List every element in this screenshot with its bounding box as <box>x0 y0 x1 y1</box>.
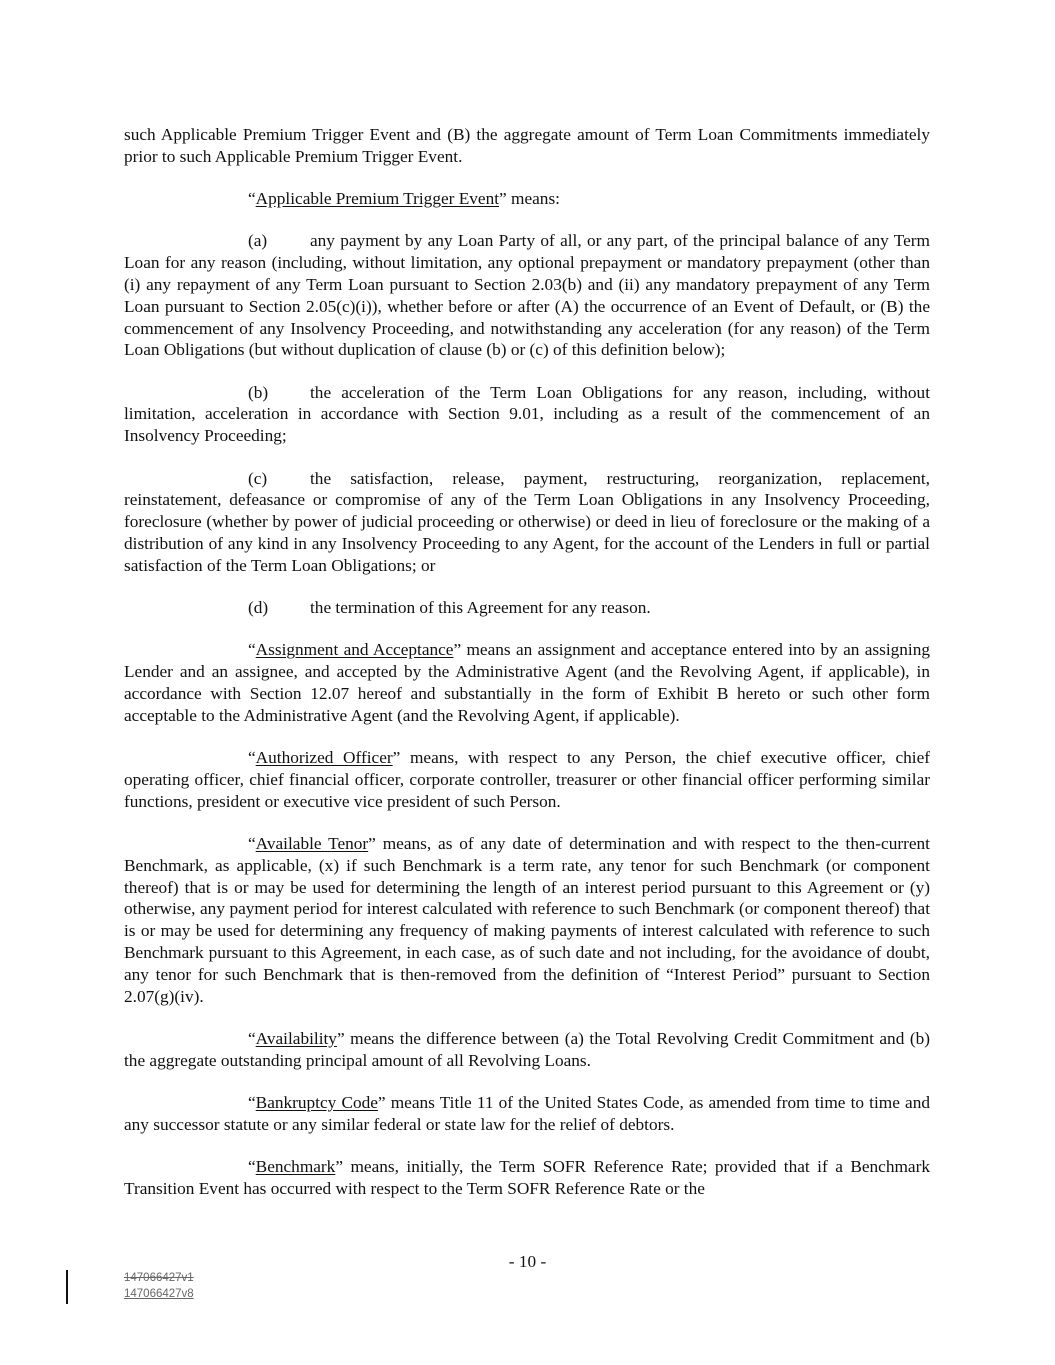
clause-text: the satisfaction, release, payment, restructuring, reorganization, replacement, reinstatement, defeasance or compromise of any of the Term Loan Obligations in any Insolvency Proceeding, foreclosure (whether by power of judicial proceeding or otherwise) or deed in lieu of foreclosure or the making of a distribution of any kind in any Insolvency Proceeding to any Agent, for the account of the Lenders in full or partial satisfaction of the Term Loan Obligations; or <box>124 468 930 575</box>
definition-text: ” means the difference between (a) the Total Revolving Credit Commitment and (b) the aggregate outstanding principal amount of all Revolving Loans. <box>124 1028 930 1070</box>
defined-term: Available Tenor <box>255 833 369 853</box>
clause-d <box>124 597 930 619</box>
open-quote: “ <box>248 640 256 660</box>
change-bar <box>66 1270 68 1304</box>
definition-text: ” means, with respect to any Person, the chief executive officer, chief operating officer, chief financial officer, corporate controller, treasurer or other financial officer performing similar functions, president or executive vice president of such Person. <box>124 748 930 811</box>
open-quote: “ <box>248 1092 256 1112</box>
definition-bankruptcy-code <box>124 1092 930 1136</box>
open-quote: “ <box>248 833 256 853</box>
definition-text: ” means, initially, the Term SOFR Reference Rate; provided that if a Benchmark Transition Event has occurred with respect to the Term SOFR Reference Rate or the <box>124 1156 930 1198</box>
continuation-paragraph: such Applicable Premium Trigger Event and (B) the aggregate amount of Term Loan Commitments immediately prior to such Applicable Premium Trigger Event. <box>124 125 930 166</box>
open-quote: “ <box>248 748 256 768</box>
clause-label: (c) <box>248 468 268 488</box>
defined-term: Applicable Premium Trigger Event <box>255 189 500 209</box>
definition-availability <box>124 1028 930 1072</box>
definition-applicable-premium-trigger-event <box>124 188 930 210</box>
clause-text: any payment by any Loan Party of all, or any part, of the principal balance of any Term Loan for any reason (including, without limitation, any optional prepayment or mandatory prepayment (other than (i) any repayment of any Term Loan pursuant to Section 2.03(b) and (ii) any mandatory prepayment of any Term Loan pursuant to Section 2.05(c)(i)), whether before or after (A) the occurrence of an Event of Default, or (B) the commencement of any Insolvency Proceeding, and notwithstanding any acceleration (for any reason) of the Term Loan Obligations (but without duplication of clause (b) or (c) of this definition below); <box>124 231 930 360</box>
definition-available-tenor <box>124 833 930 1007</box>
open-quote: “ <box>248 189 256 209</box>
clause-text: the acceleration of the Term Loan Obligations for any reason, including, without limitation, acceleration in accordance with Section 9.01, including as a result of the commencement of an Insolvency Proceeding; <box>124 382 930 446</box>
definition-authorized-officer <box>124 747 930 812</box>
definition-text: ” means: <box>499 189 560 209</box>
clause-label: (d) <box>248 598 269 618</box>
definition-benchmark <box>124 1156 930 1200</box>
open-quote: “ <box>248 1028 256 1048</box>
defined-term: Authorized Officer <box>255 748 393 768</box>
defined-term: Benchmark <box>255 1156 336 1176</box>
document-id-new: 147066427v8 <box>124 1288 194 1300</box>
definition-text: ” means an assignment and acceptance entered into by an assigning Lender and an assignee, and accepted by the Administrative Agent (and the Revolving Agent, if applicable), in accordance with Section 12.07 hereof and substantially in the form of Exhibit B hereto or such other form acceptable to the Administrative Agent (and the Revolving Agent, if applicable). <box>124 640 930 725</box>
definition-text: ” means Title 11 of the United States Code, as amended from time to time and any successor statute or any similar federal or state law for the relief of debtors. <box>124 1092 930 1134</box>
clause-label: (b) <box>248 382 269 402</box>
definition-text: ” means, as of any date of determination and with respect to the then-current Benchmark, as applicable, (x) if such Benchmark is a term rate, any tenor for such Benchmark (or component thereof) that is or may be used for determining the length of an interest period pursuant to this Agreement or (y) otherwise, any payment period for interest calculated with reference to such Benchmark (or component thereof) that is or may be used for determining any frequency of making payments of interest calculated with reference to such Benchmark pursuant to this Agreement, in each case, as of such date and not including, for the avoidance of doubt, any tenor for such Benchmark that is then-removed from the definition of “Interest Period” pursuant to Section 2.07(g)(iv). <box>124 833 930 1006</box>
document-body <box>124 124 930 1220</box>
clause-b <box>124 382 930 447</box>
defined-term: Bankruptcy Code <box>255 1092 378 1112</box>
page-number: - 10 - <box>508 1252 547 1271</box>
definition-assignment-and-acceptance <box>124 639 930 726</box>
clause-text: the termination of this Agreement for any reason. <box>310 598 651 618</box>
document-id-old: 147066427v1 <box>124 1272 194 1284</box>
defined-term: Availability <box>255 1028 337 1048</box>
clause-a <box>124 230 930 361</box>
clause-label: (a) <box>248 231 268 251</box>
clause-c <box>124 468 930 577</box>
defined-term: Assignment and Acceptance <box>255 640 454 660</box>
open-quote: “ <box>248 1156 256 1176</box>
